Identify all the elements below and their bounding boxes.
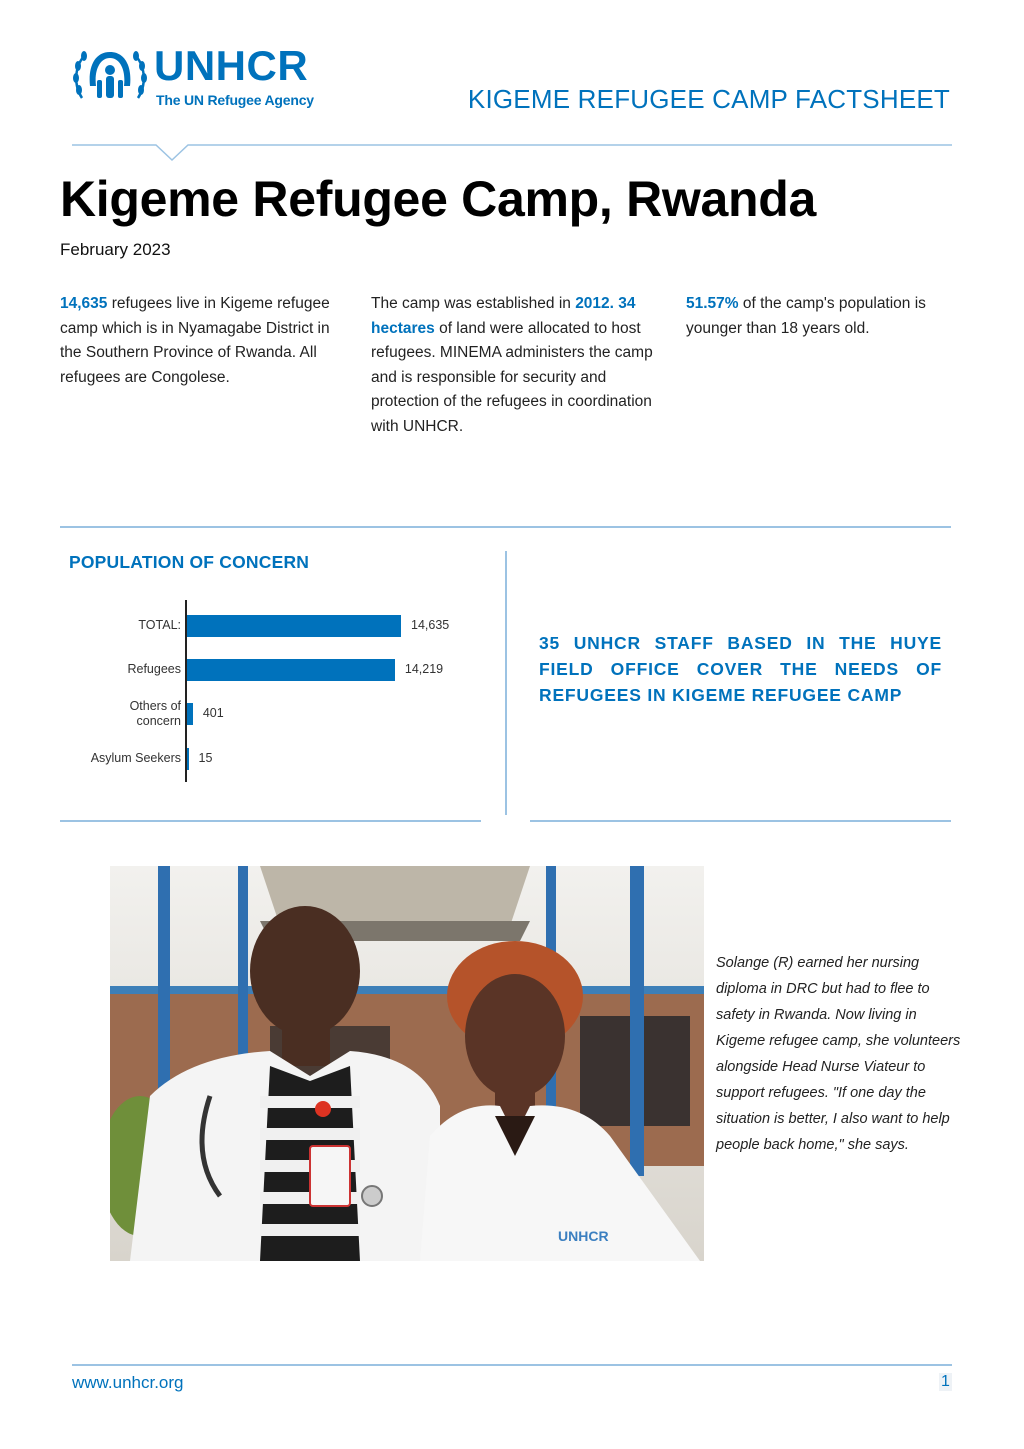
fact-column-3 bbox=[686, 292, 946, 341]
area-highlight: 34 hectares bbox=[371, 295, 636, 337]
bar-category-label: Others of concern bbox=[129, 699, 181, 728]
youth-percent-highlight: 51.57% bbox=[686, 295, 739, 312]
page-title: Kigeme Refugee Camp, Rwanda bbox=[60, 171, 816, 227]
section-divider-bottom-right bbox=[530, 820, 951, 822]
bar-total bbox=[187, 615, 401, 637]
bar-value-label: 14,219 bbox=[404, 662, 444, 676]
fact-3-text: of the camp's population is younger than 18 years old. bbox=[686, 295, 926, 337]
bar-value-label: 401 bbox=[202, 706, 224, 720]
logo-tagline: The UN Refugee Agency bbox=[156, 92, 314, 108]
factsheet-title: KIGEME REFUGEE CAMP FACTSHEET bbox=[467, 84, 950, 114]
staff-photo bbox=[110, 866, 704, 1261]
bar-value-label: 15 bbox=[198, 751, 213, 765]
fact-1-text: refugees live in Kigeme refugee camp which is in Nyamagabe District in the Southern Province of Rwanda. All refugees are Congolese. bbox=[60, 295, 330, 386]
footer-website-link[interactable]: www.unhcr.org bbox=[72, 1373, 184, 1392]
bar-value-label: 14,635 bbox=[411, 618, 450, 632]
fact-2-text-a: The camp was established in bbox=[371, 295, 576, 312]
bar-refugees bbox=[187, 659, 395, 681]
fact-2-text-b: of land were allocated to host refugees. MINEMA administers the camp and is responsible for security and protection of the refugees in coordination with UNHCR. bbox=[371, 319, 653, 435]
fact-column-2 bbox=[371, 292, 663, 439]
svg-text:UNHCR: UNHCR bbox=[558, 1228, 609, 1244]
footer-divider bbox=[72, 1364, 952, 1366]
bar-category-label: Refugees bbox=[127, 662, 181, 676]
bar-category-label: TOTAL: bbox=[138, 618, 181, 632]
staff-statement: 35 UNHCR STAFF BASED IN THE HUYE FIELD OFFICE COVER THE NEEDS OF REFUGEES IN KIGEME REFUGEE CAMP bbox=[539, 633, 942, 705]
population-section-title: POPULATION OF CONCERN bbox=[69, 552, 310, 572]
unhcr-emblem-icon bbox=[72, 46, 148, 110]
report-date: February 2023 bbox=[60, 240, 171, 259]
fact-column-1 bbox=[60, 292, 350, 390]
photo-caption: Solange (R) earned her nursing diploma in DRC but had to flee to safety in Rwanda. Now living in Kigeme refugee camp, she volunteers alongside Head Nurse Viateur to support refugees. "If one day the situation is better, I also want to help people back home," she says. bbox=[716, 955, 961, 1153]
page-number: 1 bbox=[941, 1373, 950, 1390]
bar-category-label: Asylum Seekers bbox=[90, 751, 181, 765]
logo-wordmark: UNHCR bbox=[154, 42, 309, 89]
bar-others-of-concern bbox=[187, 703, 193, 725]
population-bar-chart bbox=[60, 600, 480, 790]
nurses-photo-illustration bbox=[110, 866, 704, 1261]
section-divider-bottom-left bbox=[60, 820, 481, 822]
bar-asylum-seekers bbox=[187, 748, 189, 770]
section-divider-top bbox=[60, 526, 951, 528]
unhcr-logo bbox=[72, 42, 342, 110]
established-year-highlight: 2012. bbox=[575, 295, 614, 312]
refugee-count-highlight: 14,635 bbox=[60, 295, 108, 312]
header-divider bbox=[72, 140, 952, 164]
section-vertical-divider bbox=[505, 551, 507, 815]
